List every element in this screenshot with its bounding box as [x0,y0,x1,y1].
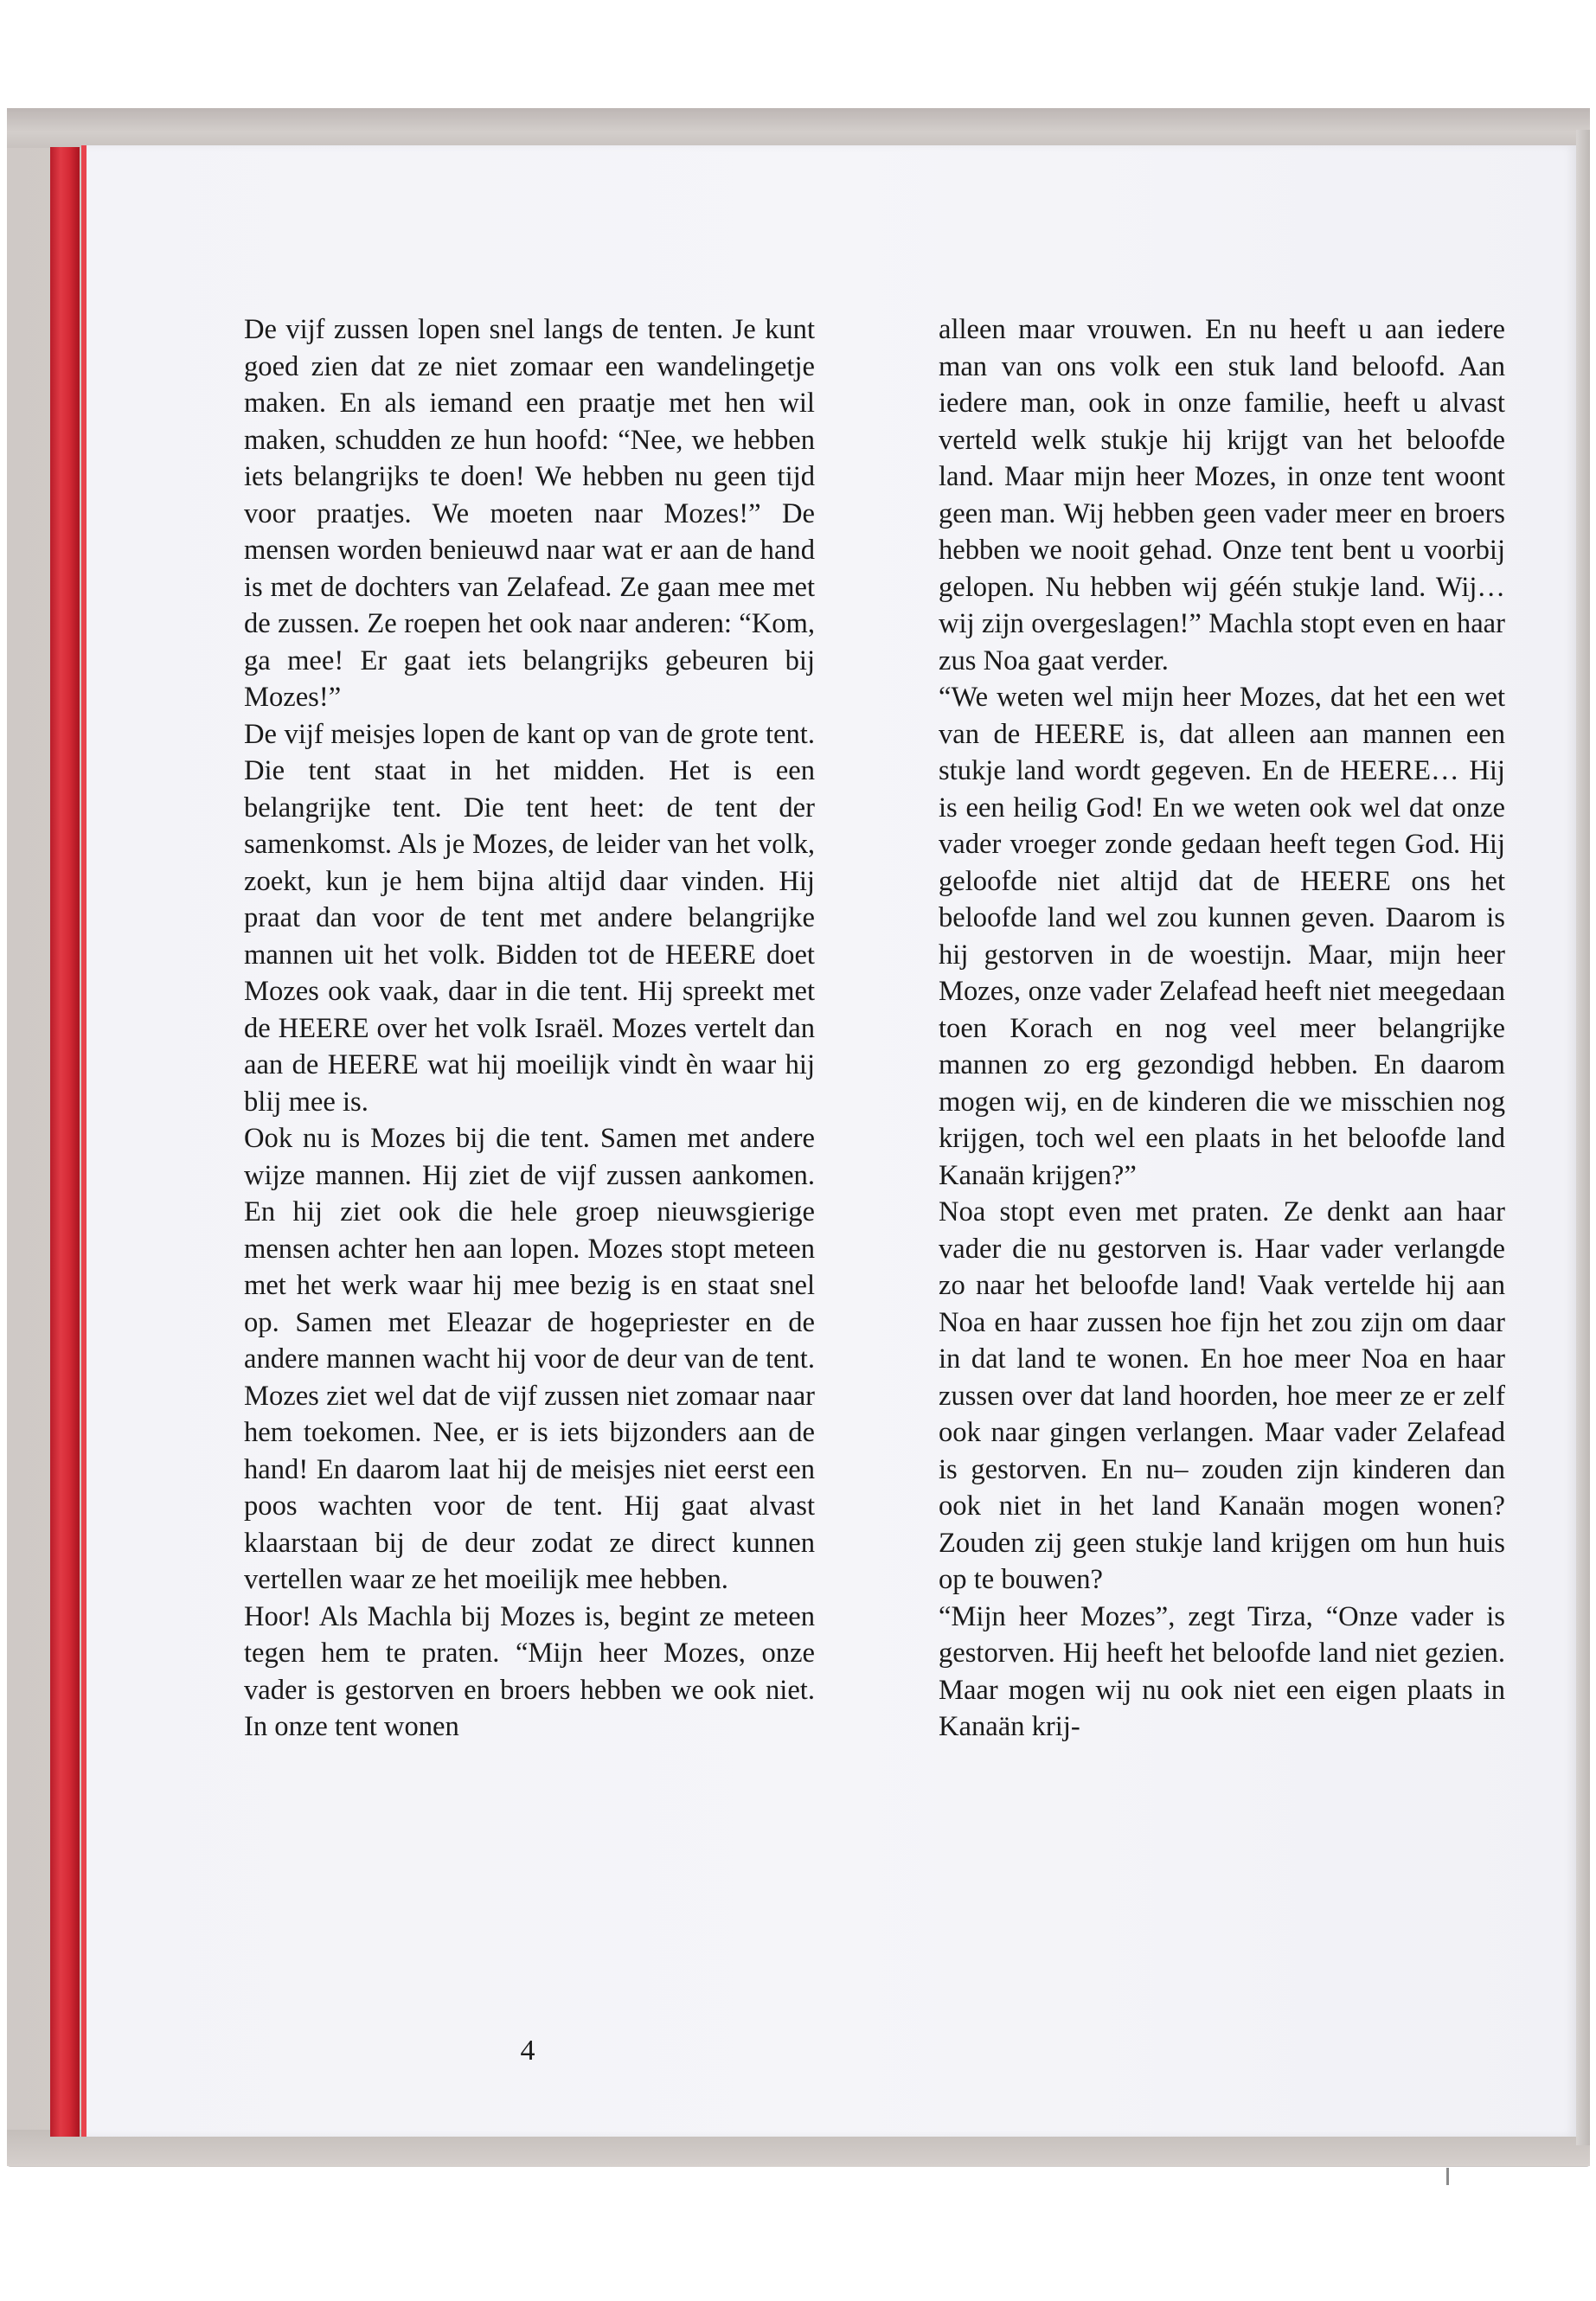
paragraph: “Mijn heer Mozes”, zegt Tirza, “Onze vader is gestorven. Hij heeft het beloofde land niet gezien. Maar mogen wij nu ook niet een eigen plaats in Kanaän krij- [939,1600,1505,1742]
paragraph: De vijf zussen lopen snel langs de tenten. Je kunt goed zien dat ze niet zomaar een wandelingetje maken. En als iemand een praatje met hen wil maken, schudden ze hun hoofd: “Nee, we hebben iets belangrijks te doen! We hebben nu geen tijd voor praatjes. We moeten naar Mozes!” De mensen worden benieuwd naar wat er aan de hand is met de dochters van Zelafead. Ze gaan mee met de zussen. Ze roepen het ook naar anderen: “Kom, ga mee! Er gaat iets belangrijks gebeuren bij Mozes!” [244,314,815,713]
page-right-edge [1576,130,1590,2145]
scan-mark [1446,2168,1449,2185]
left-column [244,311,815,1746]
paragraph: De vijf meisjes lopen de kant op van de grote tent. Die tent staat in het midden. Het is een belangrijke tent. Die tent heet: de tent der samenkomst. Als je Mozes, de leider van het volk, zoekt, kun je hem bijna altijd daar vinden. Hij praat dan voor de tent met andere belangrijke mannen uit het volk. Bidden tot de HEERE doet Mozes ook vaak, daar in die tent. Hij spreekt met de HEERE over het volk Israël. Mozes vertelt dan aan de HEERE wat hij moeilijk vindt èn waar hij blij mee is. [244,718,815,1118]
right-column [939,311,1505,1746]
page-number: 4 [520,2035,535,2067]
paragraph: alleen maar vrouwen. En nu heeft u aan iedere man van ons volk een stuk land beloofd. Aan iedere man, ook in onze familie, heeft u alvast verteld welk stukje hij krijgt van het beloofde land. Maar mijn heer Mozes, in onze tent woont geen man. Wij hebben geen vader meer en broers hebben we nooit gehad. Onze tent bent u voorbij gelopen. Nu hebben wij géén stukje land. Wij… wij zijn overgeslagen!” Machla stopt even en haar zus Noa gaat verder. [939,314,1505,676]
paragraph: “We weten wel mijn heer Mozes, dat het een wet van de HEERE is, dat alleen aan mannen een stukje land wordt gegeven. En de HEERE… Hij is een heilig God! En we weten ook wel dat onze vader vroeger zonde gedaan heeft tegen God. Hij geloofde niet altijd dat de HEERE ons het beloofde land wel zou kunnen geven. Daarom is hij gestorven in de woestijn. Maar, mijn heer Mozes, onze vader Zelafead heeft niet meegedaan toen Korach en nog veel meer belangrijke mannen zo erg gezondigd hebben. En daarom mogen wij, en de kinderen die we misschien nog krijgen, toch wel een plaats in het beloofde land Kanaän krijgen?” [939,682,1505,1191]
paragraph: Noa stopt even met praten. Ze denkt aan haar vader die nu gestorven is. Haar vader verlangde zo naar het beloofde land! Vaak vertelde hij aan Noa en haar zussen hoe fijn het zou zijn om daar in dat land te wonen. En hoe meer Noa en haar zussen over dat land hoorden, hoe meer ze er zelf ook naar gingen verlangen. Maar vader Zelafead is gestorven. En nu– zouden zijn kinderen dan ook niet in het land Kanaän mogen wonen? Zouden zij geen stukje land krijgen om hun huis op te bouwen? [939,1196,1505,1595]
red-spine [50,147,80,2137]
cover-top-edge [7,108,1590,148]
paragraph: Ook nu is Mozes bij die tent. Samen met andere wijze mannen. Hij ziet de vijf zussen aankomen. En hij ziet ook die hele groep nieuwsgierige mensen achter hen aan lopen. Mozes stopt meteen met het werk waar hij mee bezig is en staat snel op. Samen met Eleazar de hogepriester en de andere mannen wacht hij voor de deur van de tent. Mozes ziet wel dat de vijf zussen niet zomaar naar hem toekomen. Nee, er is iets bijzonders aan de hand! En daarom laat hij de meisjes niet eerst een poos wachten voor de tent. Hij gaat alvast klaarstaan bij de deur zodat ze direct kunnen vertellen waar ze het moeilijk mee hebben. [244,1123,815,1595]
paragraph: Hoor! Als Machla bij Mozes is, begint ze meteen tegen hem te praten. “Mijn heer Mozes, onze vader is gestorven en broers hebben we ook niet. In onze tent wonen [244,1600,815,1742]
